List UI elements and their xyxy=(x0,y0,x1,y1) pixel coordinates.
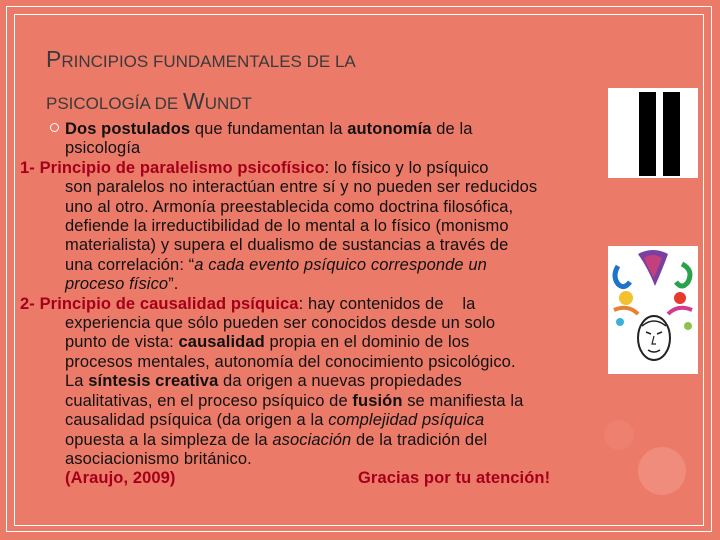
text-line: materialista) y supera el dualismo de sustancias a través de xyxy=(65,236,509,255)
bold-text: causalidad xyxy=(178,333,265,352)
text: opuesta a la simpleza de la xyxy=(65,430,273,449)
text: da origen a nuevas propiedades xyxy=(218,372,462,391)
bullet-item xyxy=(20,120,630,139)
text-line xyxy=(20,275,630,294)
slide-body xyxy=(20,120,630,489)
title-text-3: UNDT xyxy=(204,94,252,113)
text-line: experiencia que sólo pueden ser conocidos desde un solo xyxy=(65,314,496,333)
bullet-circle-icon xyxy=(50,123,59,132)
text: de la tradición del xyxy=(351,430,488,449)
italic-text: asociación xyxy=(272,430,352,449)
citation: (Araujo, 2009) xyxy=(65,469,176,488)
text: La xyxy=(65,372,89,391)
text-line xyxy=(20,333,630,352)
title-text-1: RINCIPIOS FUNDAMENTALES DE LA xyxy=(61,52,356,71)
bar-right xyxy=(663,92,680,176)
bullet-text-line-2: psicología xyxy=(65,139,141,158)
principle-title: Principio de causalidad psíquica xyxy=(39,294,299,313)
text: de la xyxy=(431,120,473,138)
decorative-circle xyxy=(638,447,686,495)
principle-number: 1- xyxy=(20,158,40,177)
text: cualitativas, en el proceso psíquico de xyxy=(65,391,353,410)
text-line: asociacionismo británico. xyxy=(65,449,252,468)
text: : hay contenidos de la xyxy=(298,294,476,313)
bar-left xyxy=(639,92,656,176)
text-line: defiende la irreductibilidad de lo mental a lo físico (monismo xyxy=(65,217,509,236)
text: causalidad psíquica (da origen a la xyxy=(65,411,329,430)
title-text-2: PSICOLOGÍA DE xyxy=(46,94,183,113)
bold-text: síntesis creativa xyxy=(88,372,219,391)
principle-1-heading xyxy=(20,159,630,178)
text: : lo físico y lo psíquico xyxy=(324,158,489,177)
italic-text: complejidad psíquica xyxy=(328,411,485,430)
text-line xyxy=(20,372,630,391)
slide-title xyxy=(46,40,566,124)
principle-title: Principio de paralelismo psicofísico xyxy=(39,158,325,177)
footer-line xyxy=(20,469,630,488)
text: que fundamentan la xyxy=(190,120,348,138)
title-line-2 xyxy=(46,82,566,124)
bold-text: autonomía xyxy=(347,120,432,138)
text-line: son paralelos no interactúan entre sí y no pueden ser reducidos xyxy=(65,178,538,197)
title-initial: P xyxy=(46,46,62,72)
bold-text: Dos postulados xyxy=(65,120,191,138)
text-line: procesos mentales, autonomía del conocimiento psicológico. xyxy=(65,352,516,371)
text-line: uno al otro. Armonía preestablecida como doctrina filosófica, xyxy=(65,197,514,216)
text: ”. xyxy=(168,275,179,294)
italic-quote: proceso físico xyxy=(65,275,169,294)
title-initial-w: W xyxy=(183,88,205,114)
text-line xyxy=(20,256,630,275)
text-line xyxy=(20,431,630,450)
title-line-1 xyxy=(46,40,566,82)
text-line xyxy=(20,392,630,411)
text-line xyxy=(20,411,630,430)
text: se manifiesta la xyxy=(402,391,524,410)
bold-text: fusión xyxy=(352,391,403,410)
principle-2-heading xyxy=(20,295,630,314)
text: punto de vista: xyxy=(65,333,179,352)
text: propia en el dominio de los xyxy=(264,333,470,352)
text: una correlación: “ xyxy=(65,255,195,274)
thanks-message: Gracias por tu atención! xyxy=(358,469,551,488)
principle-number: 2- xyxy=(20,294,40,313)
italic-quote: a cada evento psíquico corresponde un xyxy=(194,255,487,274)
